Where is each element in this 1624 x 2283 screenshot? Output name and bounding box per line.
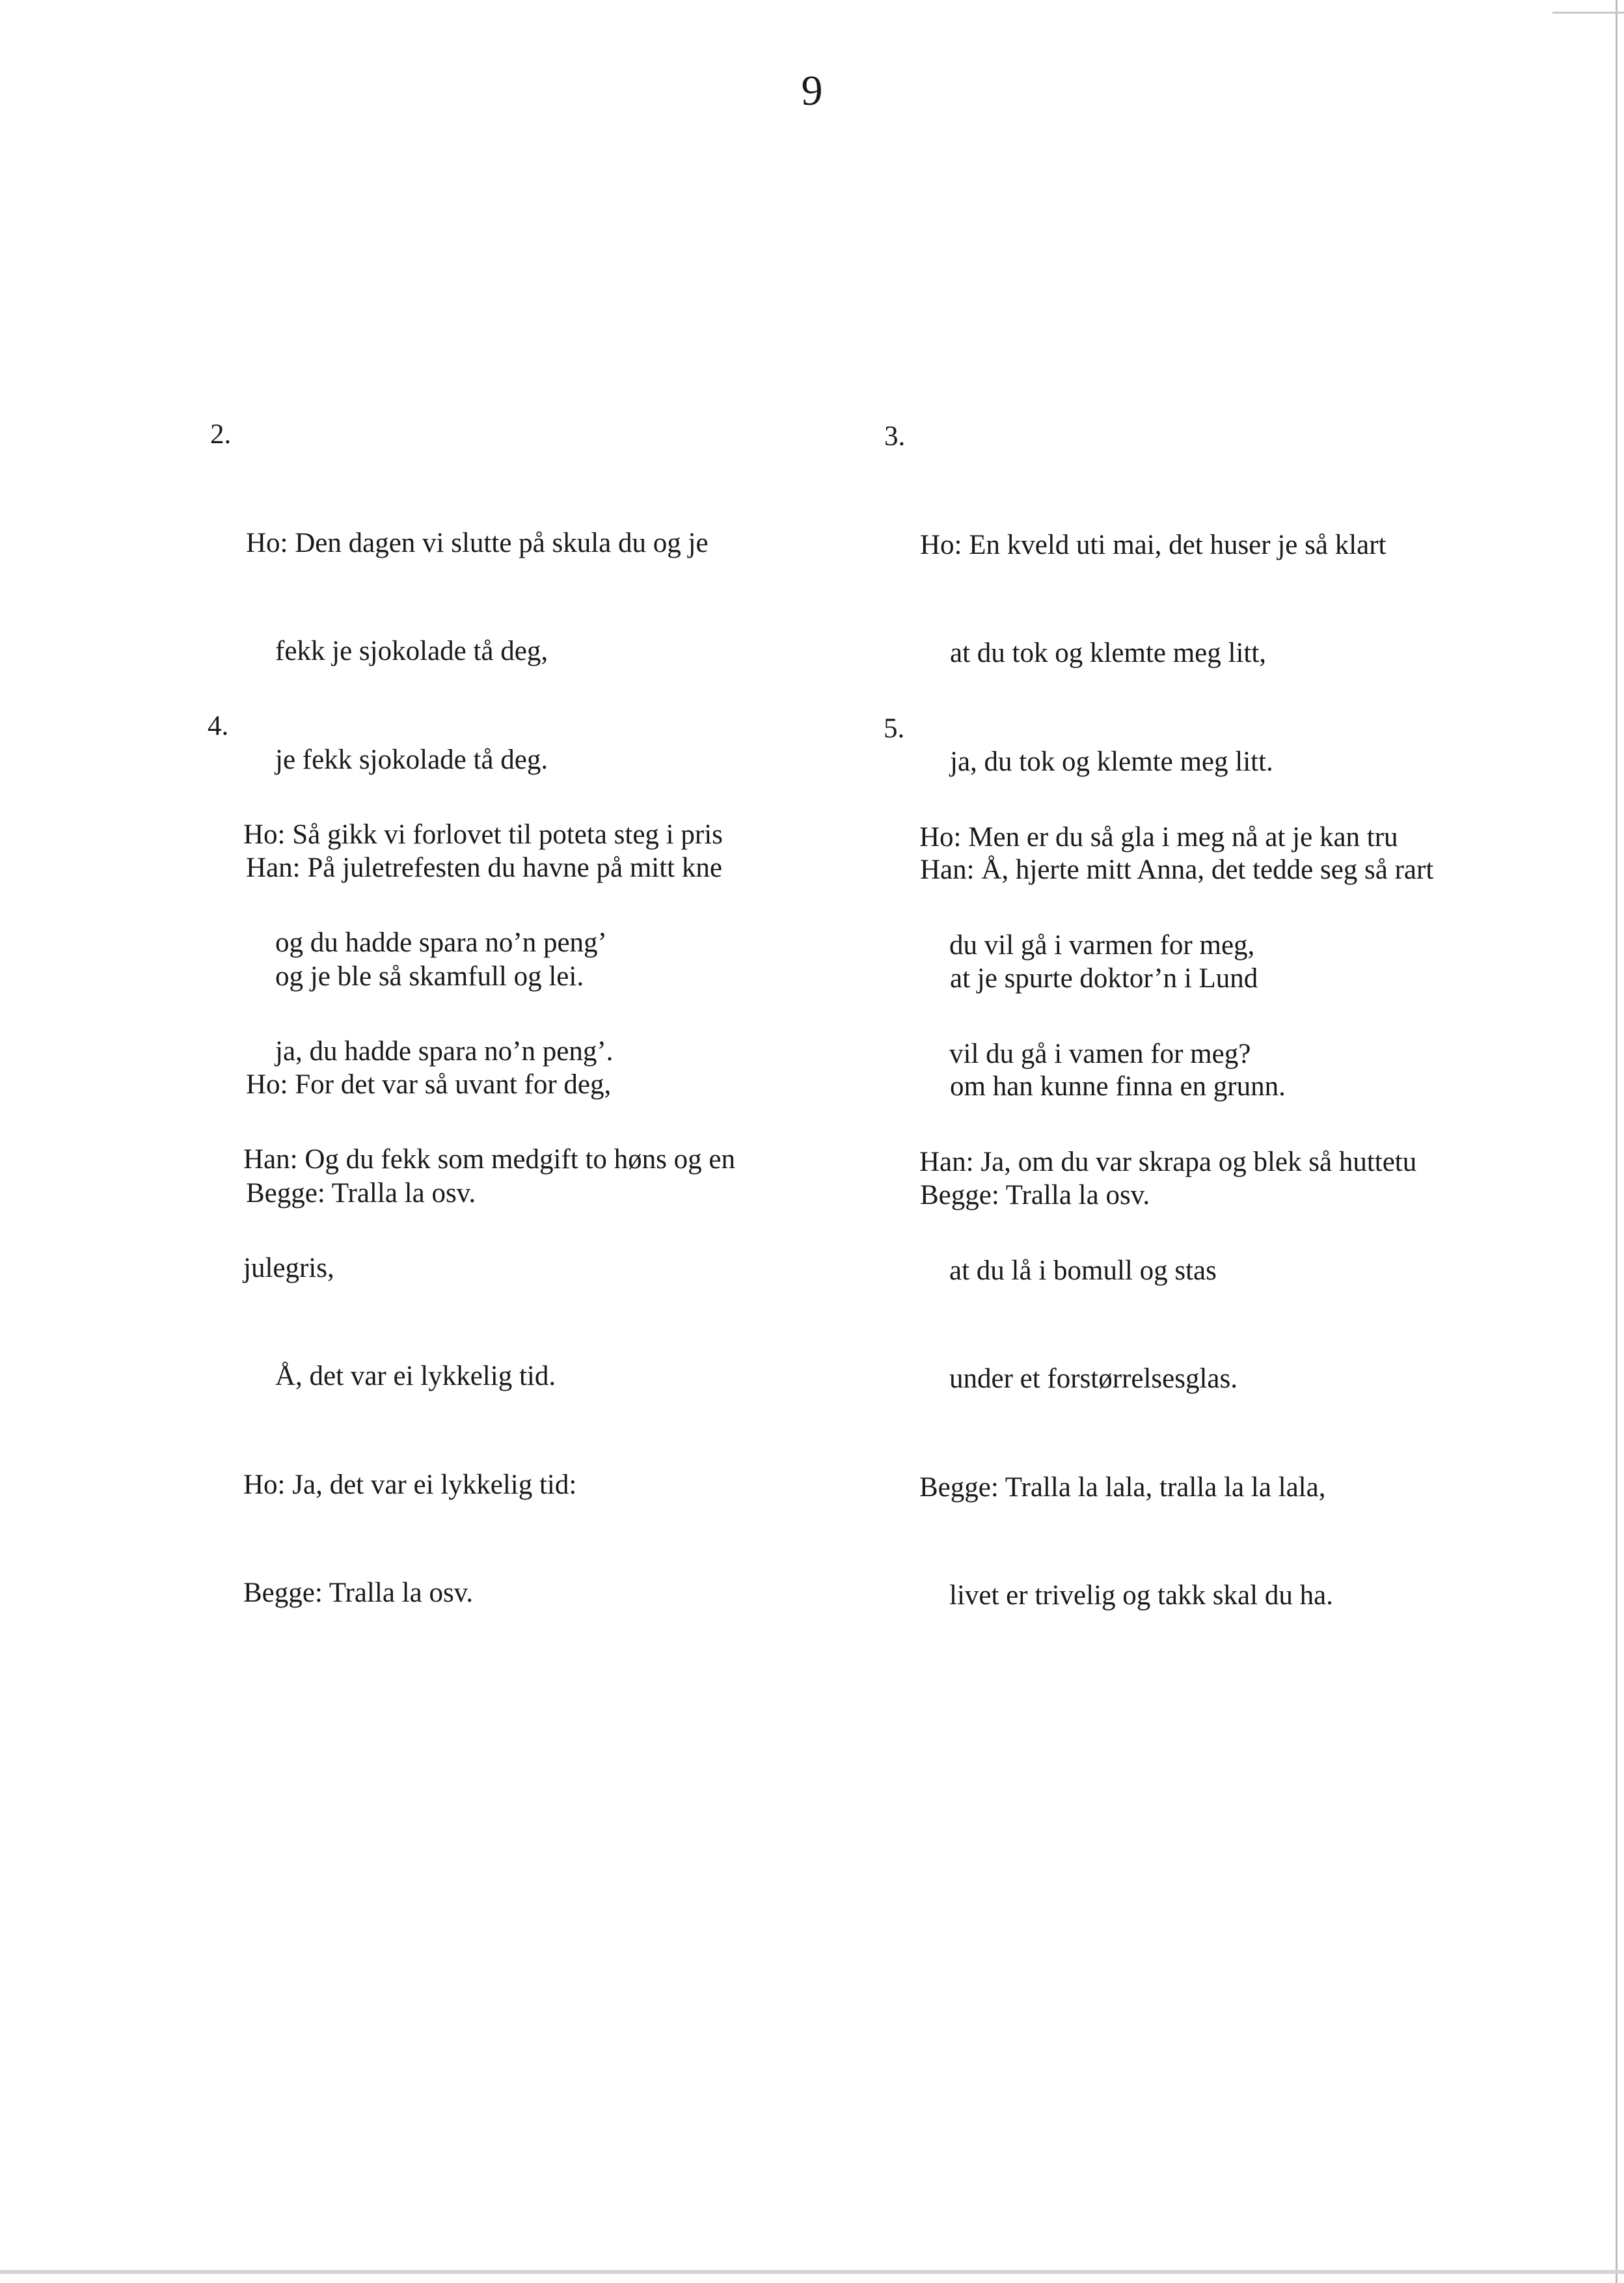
verse-line: Ho: En kveld uti mai, det huser je så klart [920, 529, 1387, 560]
verse-line: Å, det var ei lykkelig tid. [275, 1361, 556, 1391]
verse-number: 4. [208, 711, 229, 741]
verse-line: og je ble så skamfull og lei. [275, 961, 584, 992]
verse-4 [208, 708, 735, 1647]
verse-line: Han: Å, hjerte mitt Anna, det tedde seg så rart [920, 854, 1434, 885]
verse-line: livet er trivelig og takk skal du ha. [949, 1580, 1333, 1611]
verse-line: ja, du tok og klemte meg litt. [950, 746, 1273, 777]
verse-line: julegris, [243, 1252, 334, 1283]
scan-edge-top-right [1552, 12, 1624, 14]
verse-line: under et forstørrelsesglas. [949, 1363, 1238, 1394]
verse-line: Begge: Tralla la osv. [246, 1177, 476, 1209]
verse-line: je fekk sjokolade tå deg. [275, 744, 548, 775]
verse-line: og du hadde spara no’n peng’ [275, 927, 607, 958]
verse-line: vil du gå i vamen for meg? [949, 1038, 1251, 1069]
verse-line: Han: Og du fekk som medgift to høns og en [243, 1144, 735, 1175]
verse-line: Begge: Tralla la lala, tralla la la lala, [919, 1471, 1326, 1503]
verse-line: Ho: For det var så uvant for deg, [246, 1069, 612, 1100]
verse-line: Ho: Den dagen vi slutte på skula du og je [246, 527, 709, 558]
verse-line: at du tok og klemte meg litt, [950, 638, 1267, 668]
verse-number: 2. [210, 419, 232, 450]
verse-line: Ho: Men er du så gla i meg nå at je kan tru [919, 821, 1398, 853]
verse-line: Ho: Ja, det var ei lykkelig tid: [243, 1469, 577, 1500]
page-number: 9 [801, 67, 823, 115]
verse-number: 5. [884, 713, 905, 744]
verse-line: Begge: Tralla la osv. [920, 1179, 1150, 1210]
verse-line: ja, du hadde spara no’n peng’. [275, 1035, 614, 1067]
verse-line: Han: På juletrefesten du havne på mitt kne [246, 853, 722, 883]
verse-line: om han kunne finna en grunn. [950, 1071, 1286, 1102]
verse-line: du vil gå i varmen for meg, [949, 930, 1255, 961]
scan-edge-right [1616, 0, 1617, 2283]
verse-line: at je spurte doktor’n i Lund [950, 963, 1258, 994]
verse-line: Ho: Så gikk vi forlovet til poteta steg i pris [243, 819, 723, 850]
verse-line: fekk je sjokolade tå deg, [275, 636, 548, 666]
scan-edge-bottom [0, 2270, 1624, 2274]
verse-line: Han: Ja, om du var skrapa og blek så huttetu [919, 1147, 1417, 1177]
verse-line: at du lå i bomull og stas [949, 1255, 1217, 1286]
verse-number: 3. [884, 421, 906, 452]
verse-5 [884, 711, 1417, 1650]
verse-line: Begge: Tralla la osv. [243, 1578, 474, 1608]
